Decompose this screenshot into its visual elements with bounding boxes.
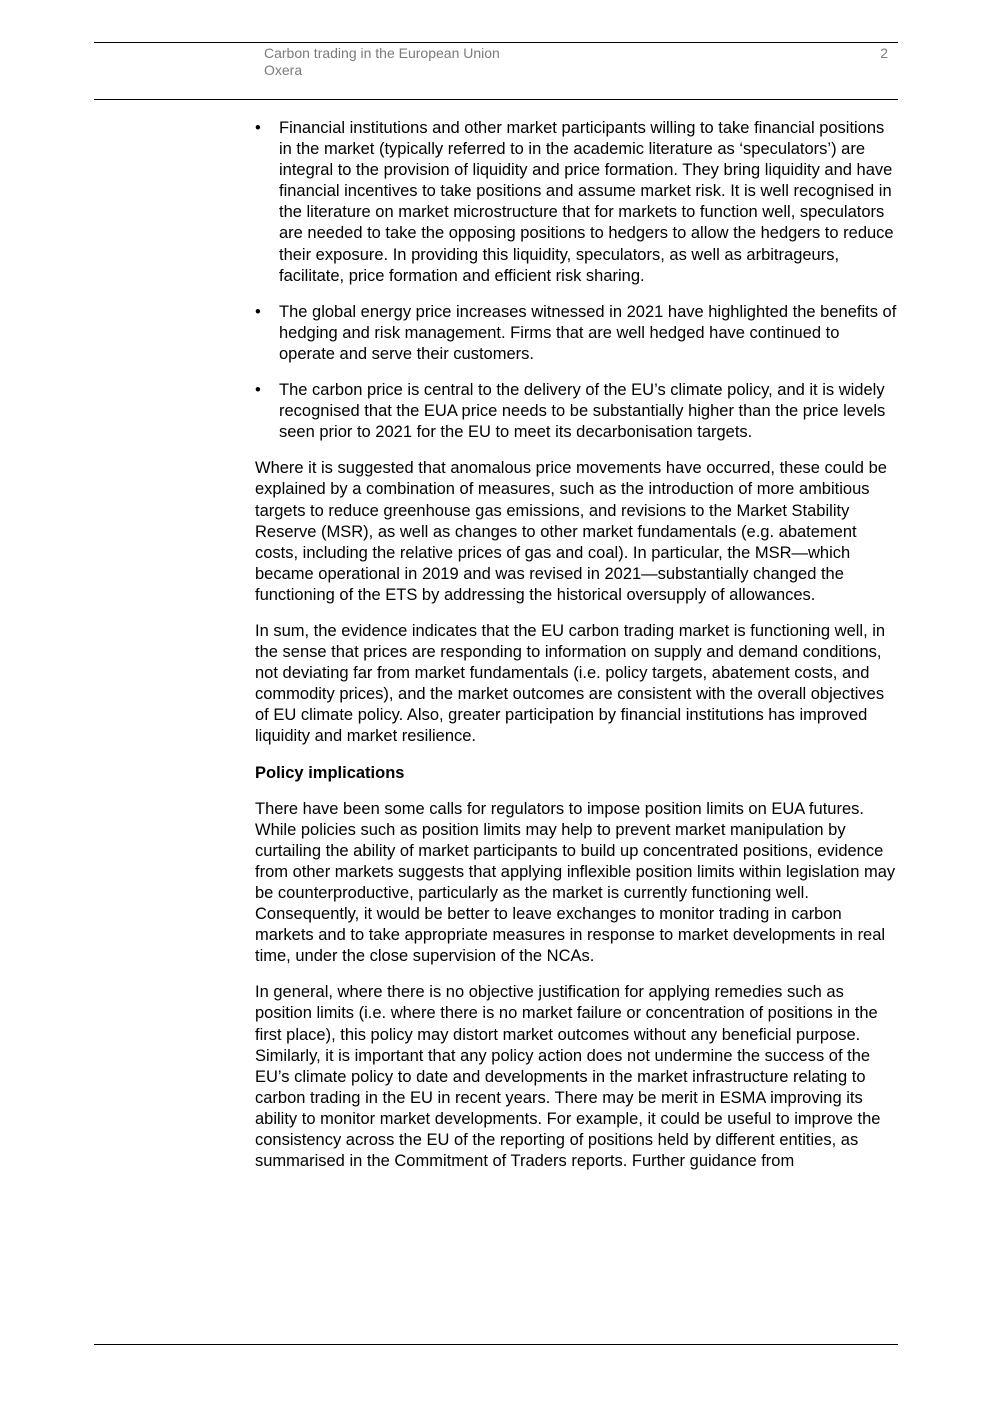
bullet-icon: • [255,381,261,400]
bullet-item [255,380,898,443]
running-header-organisation: Oxera [264,62,303,78]
header-top-rule [94,42,898,43]
running-header-title: Carbon trading in the European Union [264,45,500,61]
paragraph-anomalous-price-movements: Where it is suggested that anomalous price movements have occurred, these could be explained by a combination of measures, such as the introduction of more ambitious targets to reduce greenhouse gas emissions, and revisions to the Market Stability Reserve (MSR), as well as changes to other market fundamentals (e.g. abatement costs, including the relative prices of gas and coal). In particular, the MSR—which became operational in 2019 and was revised in 2021—substantially changed the functioning of the ETS by addressing the historical oversupply of allowances. [255,459,887,604]
bullet-item [255,302,898,365]
footer-rule [94,1344,898,1345]
header-bottom-rule [94,99,898,100]
bullet-icon: • [255,302,261,321]
section-heading: Policy implications [255,763,405,782]
bullet-icon: • [255,119,261,137]
bullet-list [255,118,898,443]
page-number: 2 [880,45,888,61]
bullet-text: The carbon price is central to the delivery of the EU’s climate policy, and it is widely recognised that the EUA price needs to be substantially higher than the price levels seen prior to 2021 for the EU to meet its decarbonisation targets. [279,381,886,442]
paragraph-general-remedies: In general, where there is no objective justification for applying remedies such as position limits (i.e. where there is no market failure or concentration of positions in the first place), this policy may distort market outcomes without any beneficial purpose. Similarly, it is important that any policy action does not undermine the success of the EU’s climate policy to date and developments in the market infrastructure relating to carbon trading in the EU in recent years. There may be merit in ESMA improving its ability to monitor market developments. For example, it could be useful to improve the consistency across the EU of the reporting of positions held by different entities, as summarised in the Commitment of Traders reports. Further guidance from [255,983,881,1171]
bullet-text: Financial institutions and other market participants willing to take financial positions in the market (typically referred to in the academic literature as ‘speculators’) are integral to the provision of liquidity and price formation. They bring liquidity and have financial incentives to take positions and assume market risk. It is well recognised in the literature on market microstructure that for markets to function well, speculators are needed to take the opposing positions to hedgers to allow the hedgers to reduce their exposure. In providing this liquidity, speculators, as well as arbitrageurs, facilitate, price formation and efficient risk sharing. [279,119,894,285]
bullet-text: The global energy price increases witnessed in 2021 have highlighted the benefits of hedging and risk management. Firms that are well hedged have continued to operate and serve their customers. [279,302,897,363]
bullet-item [255,118,898,287]
paragraph-summary: In sum, the evidence indicates that the EU carbon trading market is functioning well, in the sense that prices are responding to information on supply and demand conditions, not deviating far from market fundamentals (i.e. policy targets, abatement costs, and commodity prices), and the market outcomes are consistent with the overall objectives of EU climate policy. Also, greater participation by financial institutions has improved liquidity and market resilience. [255,621,886,746]
paragraph-position-limits: There have been some calls for regulators to impose position limits on EUA futures. While policies such as position limits may help to prevent market manipulation by curtailing the ability of market participants to build up concentrated positions, evidence from other markets suggests that applying inflexible position limits within legislation may be counterproductive, particularly as the market is currently functioning well. Consequently, it would be better to leave exchanges to monitor trading in carbon markets and to take appropriate measures in response to market developments in real time, under the close supervision of the NCAs. [255,799,896,966]
body-content [255,118,898,1187]
